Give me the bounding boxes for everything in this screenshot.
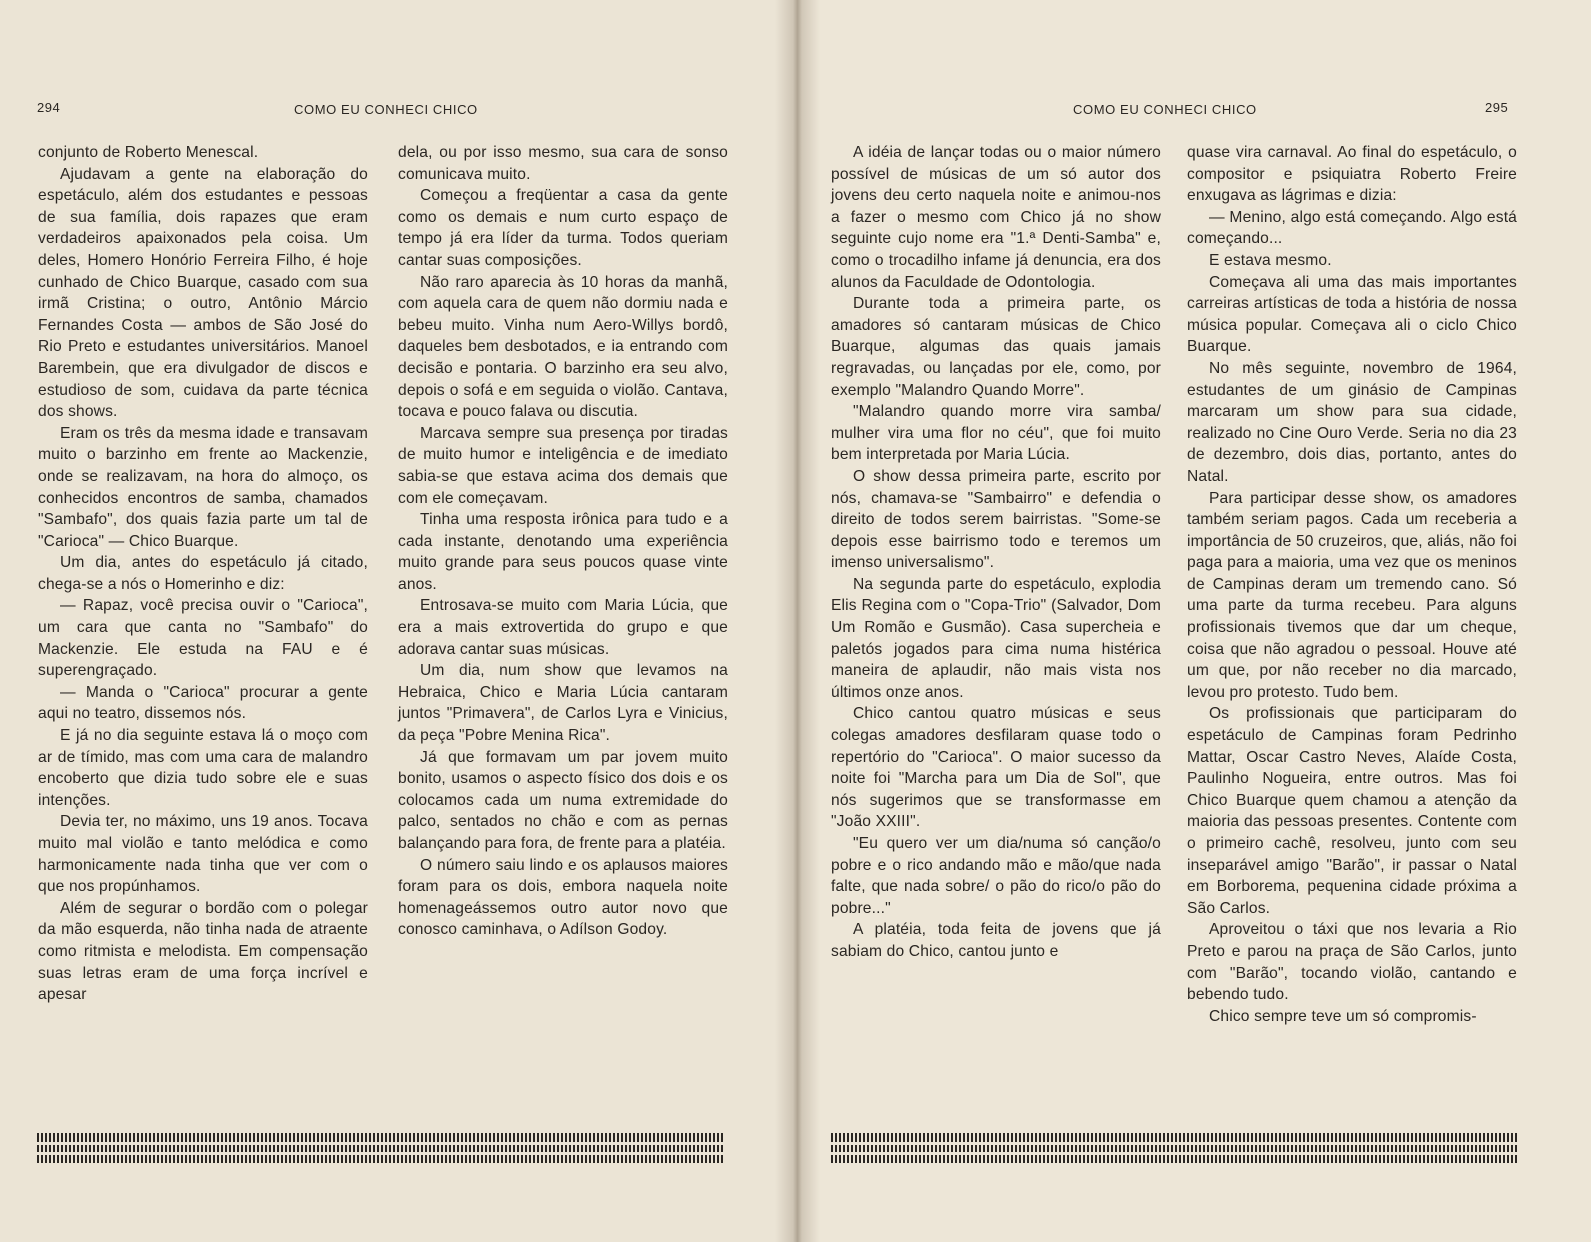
running-head-left: COMO EU CONHECI CHICO: [294, 102, 478, 117]
left-column-2: [398, 142, 728, 941]
paragraph: O show dessa primeira parte, escrito por nós, chamava-se "Sambairro" e defendia o direito de todos serem bairristas. "Some-se depois esse bairrismo todo e teremos um imenso universalismo".: [831, 467, 1161, 572]
paragraph: A idéia de lançar todas ou o maior número possível de músicas de um só autor dos jovens deu certo naquela noite e animou-nos a fazer o mesmo com Chico já no show seguinte cujo nome era "1.ª Denti-Samba" e, como o trocadilho infame já denuncia, era dos alunos da Faculdade de Odontologia.: [831, 144, 1161, 291]
paragraph: Para participar desse show, os amadores também seriam pagos. Cada um receberia a importância de 50 cruzeiros, que, aliás, não foi paga para a maioria, uma vez que os meninos de Campinas deram um tremendo cano. Só uma parte da turma recebeu. Para alguns profissionais tivemos que dar um cheque, coisa que não agradou o pessoal. Houve até um que, por não receber no dia marcado, levou pro protesto. Tudo bem.: [1187, 489, 1517, 701]
paragraph: Aproveitou o táxi que nos levaria a Rio Preto e parou na praça de São Carlos, junto com "Barão", tocando violão, cantando e bebendo tudo.: [1187, 921, 1517, 1004]
paragraph: Ajudavam a gente na elaboração do espetáculo, além dos estudantes e pessoas de sua família, dois rapazes que eram verdadeiros apaixonados pela coisa. Um deles, Homero Honório Ferreira Filho, é hoje cunhado de Chico Buarque, casado com sua irmã Cristina; o outro, Antônio Márcio Fernandes Costa — ambos de São José do Rio Preto e estudantes universitários. Manoel Barembein, que era divulgador de discos e estudioso de som, cuidava da parte técnica dos shows.: [38, 165, 368, 421]
paragraph: Começava ali uma das mais importantes carreiras artísticas de toda a história de nossa música popular. Começava ali o ciclo Chico Buarque.: [1187, 273, 1517, 356]
paragraph: Além de segurar o bordão com o polegar da mão esquerda, não tinha nada de atraente como ritmista e melodista. Em compensação suas letras eram de uma força incrível e apesar: [38, 899, 368, 1004]
paragraph: conjunto de Roberto Menescal.: [38, 144, 259, 161]
left-page: [0, 0, 795, 1242]
paragraph: Tinha uma resposta irônica para tudo e a cada instante, denotando uma experiência muito grande para seus poucos quase vinte anos.: [398, 511, 728, 593]
paragraph: "Malandro quando morre vira samba/ mulher vira uma flor no céu", que foi muito bem interpretada por Maria Lúcia.: [831, 403, 1161, 464]
paragraph: E já no dia seguinte estava lá o moço com ar de tímido, mas com uma cara de malandro encoberto que dizia tudo sobre ele e suas intenções.: [38, 727, 368, 809]
paragraph: Durante toda a primeira parte, os amadores só cantaram músicas de Chico Buarque, algumas das quais jamais regravadas, ou lançadas por ele, como, por exemplo "Malandro Quando Morre".: [831, 295, 1161, 399]
paragraph: Começou a freqüentar a casa da gente como os demais e num curto espaço de tempo já era líder da turma. Todos queriam cantar suas composições.: [398, 187, 728, 269]
paragraph: — Rapaz, você precisa ouvir o "Carioca", um cara que canta no "Sambafo" do Mackenzie. Ele estuda na FAU e é superengraçado.: [38, 597, 368, 680]
paragraph: Um dia, antes do espetáculo já citado, chega-se a nós o Homerinho e diz:: [38, 554, 368, 593]
page-number-left: 294: [37, 100, 61, 115]
left-column-1: [38, 142, 368, 1006]
paragraph: O número saiu lindo e os aplausos maiores foram para os dois, embora naquela noite homenageássemos outro autor novo que conosco caminhava, o Adílson Godoy.: [398, 856, 728, 939]
paragraph: — Manda o "Carioca" procurar a gente aqui no teatro, dissemos nós.: [38, 683, 368, 723]
paragraph: E estava mesmo.: [1209, 251, 1332, 269]
paragraph: "Eu quero ver um dia/numa só canção/o pobre e o rico andando mão e mão/que nada falte, que nada sobre/ o pão do rico/o pão do pobre...": [831, 835, 1161, 917]
paragraph: Chico sempre teve um só compromis-: [1209, 1007, 1477, 1025]
paragraph: — Menino, algo está começando. Algo está começando...: [1187, 208, 1517, 248]
paragraph: Entrosava-se muito com Maria Lúcia, que era a mais extrovertida do grupo e que adorava cantar suas músicas.: [398, 597, 728, 658]
right-page: [795, 0, 1591, 1242]
paragraph: Na segunda parte do espetáculo, explodia Elis Regina com o "Copa-Trio" (Salvador, Dom Um Romão e Gusmão). Casa supercheia e paletós jogados para cima numa histérica maneira de aplaudir, não mais vista nos últimos onze anos.: [831, 575, 1161, 701]
paragraph: Já que formavam um par jovem muito bonito, usamos o aspecto físico dos dois e os colocamos cada um numa extremidade do palco, sentados no chão e com as pernas balançando para fora, de frente para a platéia.: [398, 748, 728, 852]
paragraph: dela, ou por isso mesmo, sua cara de sonso comunicava muito.: [398, 144, 728, 183]
paragraph: Marcava sempre sua presença por tiradas de muito humor e inteligência e de imediato sabia-se que estava acima dos demais que com ele começavam.: [398, 424, 728, 507]
right-column-1: [831, 142, 1161, 963]
paragraph: No mês seguinte, novembro de 1964, estudantes de um ginásio de Campinas marcaram um show para sua cidade, realizado no Cine Ouro Verde. Seria no dia 23 de dezembro, dois dias, portanto, antes do Natal.: [1187, 359, 1517, 485]
page-number-right: 295: [1485, 100, 1509, 115]
decorative-rule-right: [831, 1133, 1517, 1163]
paragraph: quase vira carnaval. Ao final do espetáculo, o compositor e psiquiatra Roberto Freire enxugava as lágrimas e dizia:: [1187, 144, 1517, 205]
paragraph: A platéia, toda feita de jovens que já sabiam do Chico, cantou junto e: [831, 921, 1161, 960]
paragraph: Devia ter, no máximo, uns 19 anos. Tocava muito mal violão e tanto melódica e como harmonicamente nada tinha que ver com o que nos propúnhamos.: [38, 813, 368, 896]
paragraph: Um dia, num show que levamos na Hebraica, Chico e Maria Lúcia cantaram juntos "Primavera", de Carlos Lyra e Vinicius, da peça "Pobre Menina Rica".: [398, 662, 728, 745]
paragraph: Os profissionais que participaram do espetáculo de Campinas foram Pedrinho Mattar, Oscar Castro Neves, Alaíde Costa, Paulinho Nogueira, entre outros. Mas foi Chico Buarque quem chamou a atenção da maioria das pessoas presentes. Contente com o primeiro cachê, resolveu, junto com seu inseparável amigo "Barão", ir passar o Natal em Borborema, pequenina cidade próxima a São Carlos.: [1187, 705, 1517, 917]
decorative-rule-left: [37, 1133, 723, 1163]
paragraph: Não raro aparecia às 10 horas da manhã, com aquela cara de quem não dormiu nada e bebeu muito. Vinha num Aero-Willys bordô, daqueles bem desbotados, e ia entrando com decisão e pontaria. O barzinho era seu alvo, depois o sofá e em seguida o violão. Cantava, tocava e pouco falava ou discutia.: [398, 273, 728, 421]
paragraph: Eram os três da mesma idade e transavam muito o barzinho em frente ao Mackenzie, onde se realizavam, na hora do almoço, os conhecidos encontros de samba, chamados "Sambafo", dos quais fazia parte um tal de "Carioca" — Chico Buarque.: [38, 424, 368, 550]
right-column-2: [1187, 142, 1517, 1027]
running-head-right: COMO EU CONHECI CHICO: [1073, 102, 1257, 117]
paragraph: Chico cantou quatro músicas e seus colegas amadores desfilaram quase todo o repertório do "Carioca". O maior sucesso da noite foi "Marcha para um Dia de Sol", que nós sugerimos que se transformasse em "João XXIII".: [831, 705, 1161, 831]
